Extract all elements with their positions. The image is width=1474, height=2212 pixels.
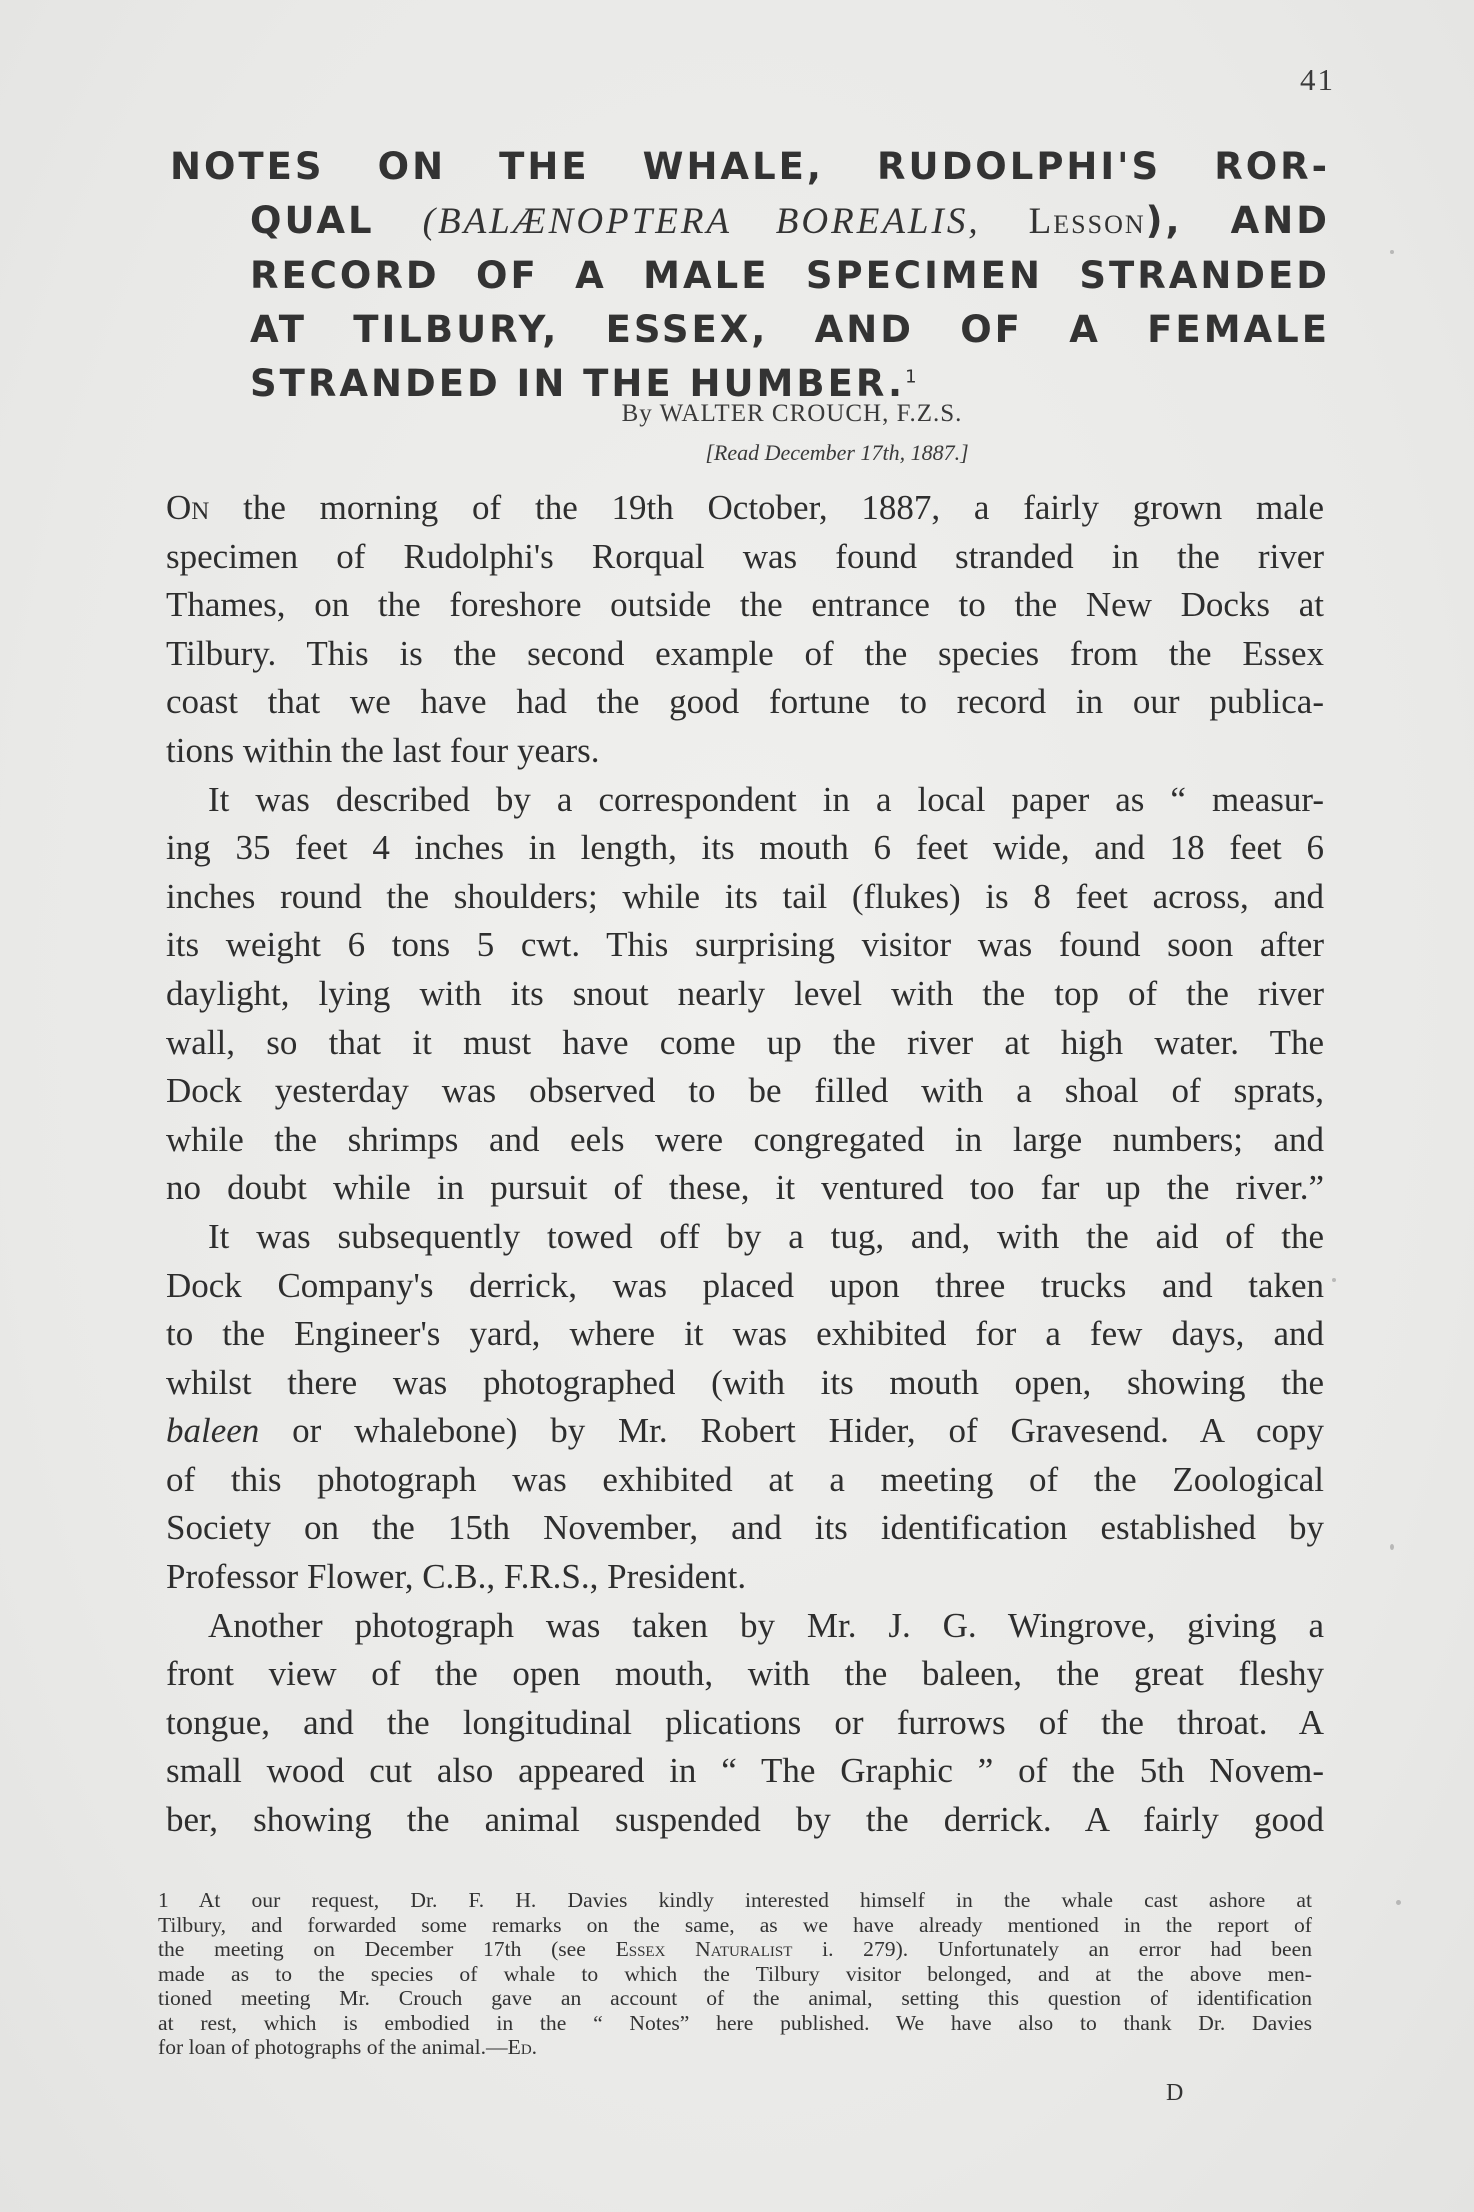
body-line: its weight 6 tons 5 cwt. This surprising visitor was found soon after (166, 925, 1324, 965)
footnote-line: Tilbury, and forwarded some remarks on the same, as we have already mentioned in the report of (158, 1912, 1312, 1937)
read-date (0, 440, 1474, 466)
footnote-line: made as to the species of whale to which the Tilbury visitor belonged, and at the above men- (158, 1961, 1312, 1986)
body-line: wall, so that it must have come up the river at high water. The (166, 1022, 1324, 1062)
footnote-line (158, 2035, 1312, 2060)
title-text: ), AND (1145, 199, 1330, 242)
body-line: Dock Company's derrick, was placed upon three trucks and taken (166, 1265, 1324, 1305)
body-line: inches round the shoulders; while its tail (flukes) is 8 feet across, and (166, 876, 1324, 916)
title-author-smallcaps: Lesson (1028, 201, 1146, 242)
journal-name: Essex Naturalist (615, 1937, 793, 1961)
body-line: specimen of Rudolphi's Rorqual was found stranded in the river (166, 536, 1324, 576)
editor-mark: Ed. (507, 2035, 538, 2059)
body-text: the morning of the 19th October, 1887, a fairly grown male (243, 488, 1324, 527)
title-text: QUAL (250, 199, 375, 242)
paper-speck (1390, 1544, 1394, 1550)
paper-speck (1396, 1900, 1401, 1905)
article-title (170, 140, 1330, 411)
body-line: whilst there was photographed (with its mouth open, showing the (166, 1362, 1324, 1402)
body-line (166, 1407, 1324, 1456)
body-line: no doubt while in pursuit of these, it ventured too far up the river.” (166, 1168, 1324, 1208)
footnote-line (158, 1937, 1312, 1962)
body-line: daylight, lying with its snout nearly level with the top of the river (166, 973, 1324, 1013)
article-body (166, 484, 1324, 1845)
body-text: or whalebone) by Mr. Robert Hider, of Gravesend. A copy (259, 1411, 1324, 1451)
footnote-text: for loan of photographs of the animal.— (158, 2035, 508, 2059)
page-number: 41 (1300, 62, 1335, 97)
body-line: Another photograph was taken by Mr. J. G. Wingrove, giving a (208, 1605, 1324, 1645)
footnote-line: at rest, which is embodied in the “ Notes” here published. We have also to thank Dr. Davies (158, 2010, 1312, 2035)
body-line (166, 484, 1324, 533)
footnote-mark: 1 (158, 1888, 169, 1912)
title-line-4: AT TILBURY, ESSEX, AND OF A FEMALE (250, 308, 1330, 351)
body-line: ing 35 feet 4 inches in length, its mouth 6 feet wide, and 18 feet 6 (166, 828, 1324, 868)
title-species-italic: (BALÆNOPTERA BOREALIS, (422, 201, 981, 242)
title-footnote-mark: 1 (905, 366, 920, 388)
read-date-text: [Read December 17th, 1887.] (705, 440, 969, 465)
title-line-3: RECORD OF A MALE SPECIMEN STRANDED (250, 254, 1330, 297)
title-line-1: NOTES ON THE WHALE, RUDOLPHI'S ROR- (170, 145, 1330, 188)
title-line-2 (170, 194, 1330, 249)
body-line: Tilbury. This is the second example of the species from the Essex (166, 633, 1324, 673)
footnote-line: tioned meeting Mr. Crouch gave an account of the animal, setting this question of identification (158, 1986, 1312, 2010)
byline: By WALTER CROUCH, F.Z.S. (621, 400, 963, 427)
body-line: Professor Flower, C.B., F.R.S., President. (166, 1557, 747, 1597)
body-line: ber, showing the animal suspended by the derrick. A fairly good (166, 1800, 1324, 1840)
footnote (158, 1888, 1312, 2060)
body-line: while the shrimps and eels were congregated in large numbers; and (166, 1119, 1324, 1159)
footnote-text: i. 279). Unfortunately an error had been (822, 1937, 1313, 1961)
body-line: It was described by a correspondent in a local paper as “ measur- (208, 779, 1324, 819)
body-line: of this photograph was exhibited at a meeting of the Zoological (166, 1459, 1324, 1499)
signature-mark: D (1166, 2080, 1184, 2106)
body-line: Society on the 15th November, and its identification established by (166, 1508, 1324, 1548)
footnote-line (158, 1888, 1312, 1913)
body-line: tongue, and the longitudinal plications or furrows of the throat. A (166, 1702, 1324, 1742)
body-line: front view of the open mouth, with the baleen, the great fleshy (166, 1654, 1324, 1694)
paper-speck (1332, 1278, 1336, 1282)
body-line: coast that we have had the good fortune to record in our publica- (166, 682, 1324, 722)
title-text: STRANDED IN THE HUMBER. (250, 362, 906, 405)
footnote-text: the meeting on December 17th (see (158, 1937, 586, 1961)
body-line: small wood cut also appeared in “ The Graphic ” of the 5th Novem- (166, 1751, 1324, 1791)
italic-word: baleen (166, 1411, 260, 1451)
drop-word: On (166, 488, 210, 527)
body-line: Dock yesterday was observed to be filled with a shoal of sprats, (166, 1071, 1324, 1111)
body-line: to the Engineer's yard, where it was exhibited for a few days, and (166, 1314, 1324, 1354)
paper-speck (1390, 250, 1394, 254)
body-line: It was subsequently towed off by a tug, and, with the aid of the (208, 1216, 1324, 1256)
body-line: Thames, on the foreshore outside the entrance to the New Docks at (166, 585, 1324, 625)
footnote-text: At our request, Dr. F. H. Davies kindly interested himself in the whale cast ashore at (198, 1888, 1312, 1912)
body-line: tions within the last four years. (166, 730, 600, 770)
